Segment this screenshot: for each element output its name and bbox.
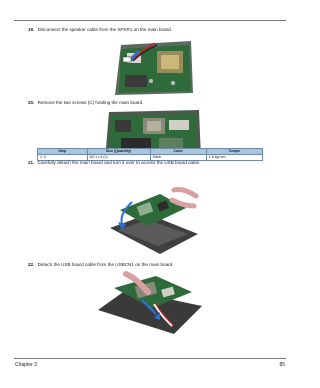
footer-page-number: 85: [279, 362, 285, 368]
step-text: Remove the two screws (C) holding the main board.: [37, 100, 144, 105]
column-header-step: Step: [38, 149, 88, 155]
step-22: [28, 262, 174, 268]
photo-detach-main-board: [108, 184, 200, 256]
step-text: Disconnect the speaker cable from the SPKR1 on the main board.: [37, 27, 172, 32]
bottom-rule: [14, 358, 286, 359]
step-number: 22.: [28, 262, 35, 267]
step-21: [28, 160, 200, 166]
column-header-torque: Torque: [206, 149, 262, 155]
step-19: [28, 27, 172, 33]
step-number: 21.: [28, 160, 35, 165]
footer-chapter: Chapter 3: [15, 362, 37, 368]
cell-torque: 1.6 kgf-cm: [206, 155, 262, 161]
step-text: Carefully detach the main board and turn it over to access the USB board cable.: [37, 160, 201, 165]
top-rule: [14, 20, 286, 21]
step-number: 19.: [28, 27, 35, 32]
column-header-size: Size (Quantity): [87, 149, 150, 155]
column-header-color: Color: [150, 149, 206, 155]
step-20: [28, 100, 143, 106]
cell-size: M2 x L4 (2): [87, 155, 150, 161]
photo-usb-board-cable: [96, 270, 204, 336]
step-text: Detach the USB board cable from the USBCN1 on the main board.: [37, 262, 174, 267]
step-number: 20.: [28, 100, 35, 105]
photo-speaker-cable: [111, 37, 195, 97]
cell-color: Silver: [150, 155, 206, 161]
cell-step: 1~2: [38, 155, 88, 161]
